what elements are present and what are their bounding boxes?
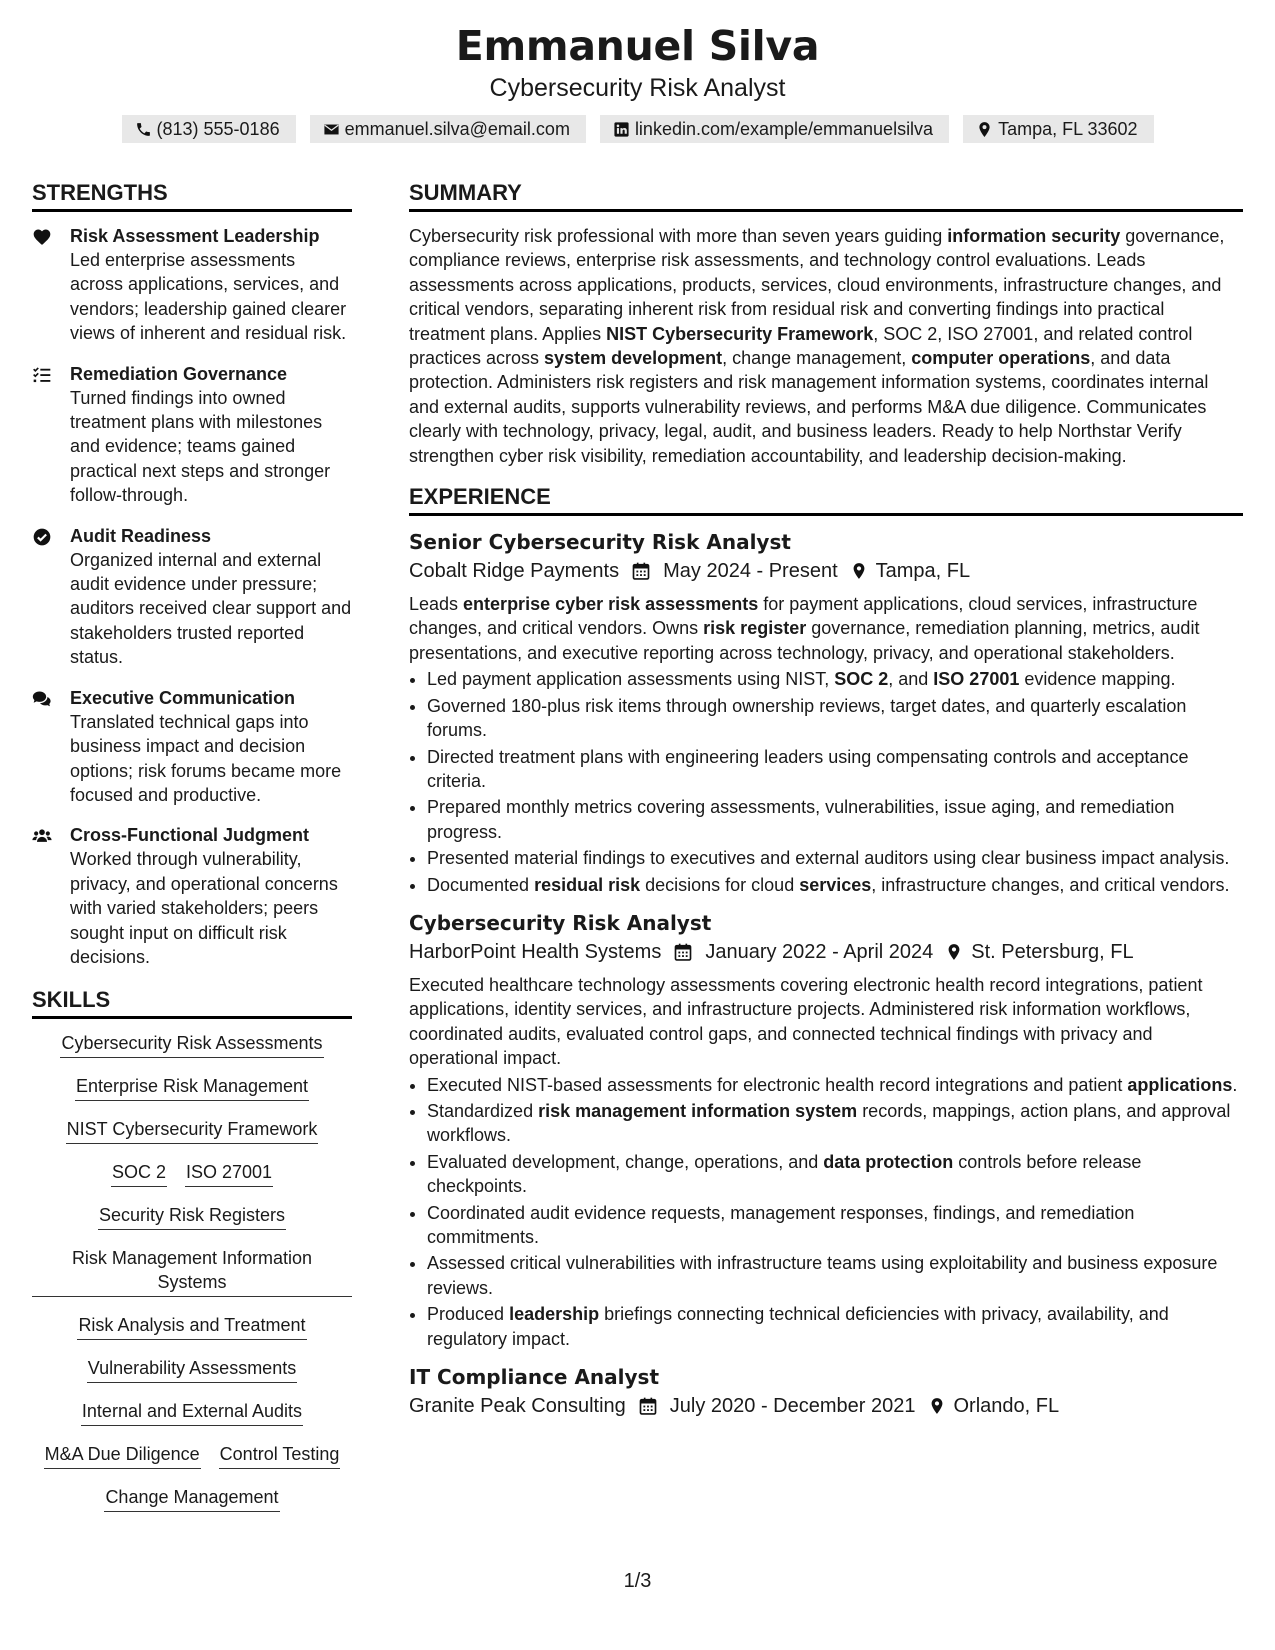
linkedin-icon <box>613 121 630 138</box>
text-run: . <box>1232 1074 1238 1095</box>
job-company: Granite Peak Consulting <box>409 1395 626 1418</box>
job-company: Cobalt Ridge Payments <box>409 560 620 583</box>
contact-location-text: Tampa, FL 33602 <box>998 119 1138 139</box>
bold-keyword: ISO 27001 <box>933 669 1020 690</box>
text-run: , infrastructure changes, and critical vendors. <box>871 874 1230 895</box>
text-run: briefings connecting technical deficiencies with privacy, availability, and regulatory impact. <box>427 1304 1169 1349</box>
text-run: evidence mapping. <box>1019 669 1176 690</box>
job-bullets <box>409 1073 1243 1351</box>
text-run: for payment applications, cloud services, infrastructure changes, and critical vendors. Owns <box>409 594 1198 639</box>
skill-tag: Change Management <box>104 1485 279 1512</box>
job-company: HarborPoint Health Systems <box>409 940 662 963</box>
strength-desc: Turned findings into owned treatment plans with milestones and evidence; teams gained practical next steps and stronger follow-through. <box>70 387 331 506</box>
strength-desc: Translated technical gaps into business impact and decision options; risk forums became more focused and productive. <box>70 711 342 805</box>
skill-tag: Control Testing <box>219 1442 341 1469</box>
summary-text <box>409 224 1243 468</box>
skill-tag: Risk Analysis and Treatment <box>77 1313 306 1340</box>
job-description <box>409 592 1243 665</box>
strength-title: Executive Communication <box>70 687 296 708</box>
text-run: , and <box>888 669 934 690</box>
job-description <box>409 973 1243 1071</box>
job-bullet <box>427 873 1243 897</box>
bold-keyword: enterprise cyber risk assessments <box>463 594 759 615</box>
job-dates: July 2020 - December 2021 <box>669 1395 916 1418</box>
right-column <box>409 180 1243 1433</box>
skill-tag: M&A Due Diligence <box>44 1442 201 1469</box>
bold-keyword: risk register <box>703 618 807 639</box>
job-title: Cybersecurity Risk Analyst <box>409 910 712 935</box>
bold-keyword: residual risk <box>534 874 641 895</box>
skill-tag: Internal and External Audits <box>81 1399 303 1426</box>
text-run: Assessed critical vulnerabilities with infrastructure teams using exploitability and business exposure reviews. <box>427 1253 1218 1298</box>
checklist-icon <box>32 365 52 385</box>
skill-tag: Vulnerability Assessments <box>87 1356 297 1383</box>
text-run: governance, compliance reviews, enterprise risk assessments, and technology control evaluations. Leads assessments across applications, products, services, cloud environments, infrastructure changes, and critical vendors, separating inherent risk from residual risk and converting findings into practical treatment plans. Applies <box>409 226 1225 344</box>
bold-keyword: data protection <box>823 1151 954 1172</box>
skill-tag: ISO 27001 <box>185 1160 273 1187</box>
text-run: governance, remediation planning, metrics, audit presentations, and executive reporting across technology, privacy, and operational stakeholders. <box>409 618 1200 663</box>
calendar-icon <box>631 561 651 581</box>
text-run: Standardized <box>427 1100 539 1121</box>
bold-keyword: computer operations <box>911 348 1091 369</box>
job-location: Tampa, FL <box>875 560 971 583</box>
contact-location <box>963 115 1153 143</box>
job-bullet <box>427 1251 1243 1300</box>
job-meta <box>409 937 1243 967</box>
strength-desc: Worked through vulnerability, privacy, and operational concerns with varied stakeholders; peers sought input on difficult risk decisions. <box>70 849 338 967</box>
text-run: Executed NIST-based assessments for electronic health record integrations and patient <box>427 1074 1128 1095</box>
candidate-title: Cybersecurity Risk Analyst <box>489 74 786 102</box>
skills-heading: SKILLS <box>32 987 352 1019</box>
text-run: Presented material findings to executives and external auditors using clear business impact analysis. <box>427 848 1230 869</box>
skill-tag: Security Risk Registers <box>98 1203 286 1230</box>
job-bullet <box>427 667 1243 691</box>
calendar-icon <box>638 1396 658 1416</box>
text-run: Coordinated audit evidence requests, management responses, findings, and remediation commitments. <box>427 1202 1135 1247</box>
job-bullet <box>427 1099 1243 1148</box>
phone-icon <box>135 121 152 138</box>
job-bullet <box>427 1073 1243 1097</box>
strength-title: Audit Readiness <box>70 525 212 546</box>
chat-bubbles-icon <box>32 689 52 709</box>
bold-keyword: applications <box>1127 1074 1233 1095</box>
job-location: St. Petersburg, FL <box>971 940 1134 963</box>
page-number: 1/3 <box>623 1570 652 1592</box>
job-title: Senior Cybersecurity Risk Analyst <box>409 530 791 555</box>
job-bullet <box>427 745 1243 794</box>
summary-heading: SUMMARY <box>409 180 1243 212</box>
text-run: controls before release checkpoints. <box>427 1151 1142 1197</box>
job-bullets <box>409 667 1243 897</box>
job-bullet <box>427 1150 1243 1199</box>
text-run: Evaluated development, change, operations, and <box>427 1151 824 1172</box>
job-entry <box>409 909 1243 1351</box>
strength-title: Remediation Governance <box>70 363 288 384</box>
skill-tag: SOC 2 <box>111 1160 167 1187</box>
job-dates: May 2024 - Present <box>663 560 838 583</box>
strength-item <box>32 524 352 670</box>
bold-keyword: information security <box>947 226 1121 246</box>
contact-email-text: emmanuel.silva@email.com <box>344 119 570 139</box>
skill-tag: Enterprise Risk Management <box>75 1074 309 1101</box>
text-run: , change management, <box>722 348 912 369</box>
job-bullet <box>427 694 1243 743</box>
strength-desc: Led enterprise assessments across applications, services, and vendors; leadership gained clearer views of inherent and residual risk. <box>70 250 347 344</box>
text-run: Led payment application assessments using NIST, <box>427 669 835 690</box>
bold-keyword: SOC 2 <box>834 669 889 690</box>
strength-title: Risk Assessment Leadership <box>70 226 320 246</box>
left-column <box>32 180 352 1528</box>
contact-linkedin[interactable] <box>600 115 949 143</box>
text-run: decisions for cloud <box>640 874 800 895</box>
text-run: Governed 180-plus risk items through ownership reviews, target dates, and quarterly escalation forums. <box>427 695 1187 741</box>
text-run: Executed healthcare technology assessments covering electronic health record integrations, patient applications, identity services, and infrastructure projects. Administered risk information workflows, coordinated audits, evaluated control gaps, and connected technical findings with privacy and operational impact. <box>409 974 1203 1069</box>
check-circle-icon <box>32 527 52 547</box>
text-run: Directed treatment plans with engineering leaders using compensating controls and acceptance criteria. <box>427 746 1189 791</box>
text-run: Produced <box>427 1304 510 1325</box>
contact-email[interactable] <box>310 115 586 143</box>
text-run: Leads <box>409 594 464 615</box>
strength-item <box>32 823 352 969</box>
strengths-heading: STRENGTHS <box>32 180 352 212</box>
bold-keyword: risk management information system <box>538 1100 858 1121</box>
skills-section <box>32 987 352 1512</box>
job-location: Orlando, FL <box>953 1395 1060 1418</box>
skill-tag: Cybersecurity Risk Assessments <box>60 1031 323 1058</box>
job-bullet <box>427 1302 1243 1351</box>
bold-keyword: NIST Cybersecurity Framework <box>606 323 874 344</box>
text-run: Cybersecurity risk professional with more than seven years guiding <box>409 226 948 246</box>
job-dates: January 2022 - April 2024 <box>705 940 934 963</box>
bold-keyword: leadership <box>509 1304 600 1325</box>
text-run: Documented <box>427 874 535 895</box>
text-run: , SOC 2, ISO 27001, and related control practices across <box>409 323 1193 369</box>
skill-tag: NIST Cybersecurity Framework <box>66 1117 319 1144</box>
strength-item <box>32 224 352 346</box>
text-run: records, mappings, action plans, and approval workflows. <box>427 1100 1231 1146</box>
strength-item <box>32 686 352 808</box>
experience-heading: EXPERIENCE <box>409 484 1243 516</box>
calendar-icon <box>673 942 693 962</box>
map-pin-icon <box>945 942 963 962</box>
job-meta <box>409 1391 1243 1421</box>
envelope-icon <box>323 121 340 138</box>
text-run: Prepared monthly metrics covering assessments, vulnerabilities, issue aging, and remediation progress. <box>427 797 1175 842</box>
job-bullet <box>427 846 1243 870</box>
candidate-name: Emmanuel Silva <box>455 22 820 70</box>
contact-phone-text: (813) 555-0186 <box>156 119 280 139</box>
text-run: , and data protection. Administers risk registers and risk management information systems, coordinates internal and external audits, supports vulnerability reviews, and performs M&A due diligence. Communicates clearly with technology, privacy, legal, audit, and business leaders. Ready to help Northstar Verify strengthen cyber risk visibility, remediation accountability, and leadership decision-making. <box>409 348 1209 466</box>
contact-phone[interactable] <box>122 115 296 143</box>
contact-linkedin-text: linkedin.com/example/emmanuelsilva <box>634 119 934 139</box>
job-bullet <box>427 795 1243 844</box>
job-title: IT Compliance Analyst <box>409 1365 660 1390</box>
map-pin-icon <box>850 561 868 581</box>
job-entry <box>409 528 1243 897</box>
heart-icon <box>32 227 52 247</box>
map-pin-icon <box>976 121 993 138</box>
bold-keyword: services <box>799 874 872 895</box>
map-pin-icon <box>928 1396 946 1416</box>
bold-keyword: system development <box>544 348 723 369</box>
strength-title: Cross-Functional Judgment <box>70 825 310 846</box>
job-entry <box>409 1363 1243 1421</box>
experience-list <box>409 528 1243 1421</box>
job-bullet <box>427 1201 1243 1250</box>
contact-bar <box>0 115 1275 143</box>
job-meta <box>409 556 1243 586</box>
strength-item <box>32 362 352 508</box>
skill-tag: Risk Management Information Systems <box>32 1246 352 1297</box>
users-icon <box>32 826 52 846</box>
strength-desc: Organized internal and external audit evidence under pressure; auditors received clear support and stakeholders trusted reported status. <box>70 549 352 668</box>
